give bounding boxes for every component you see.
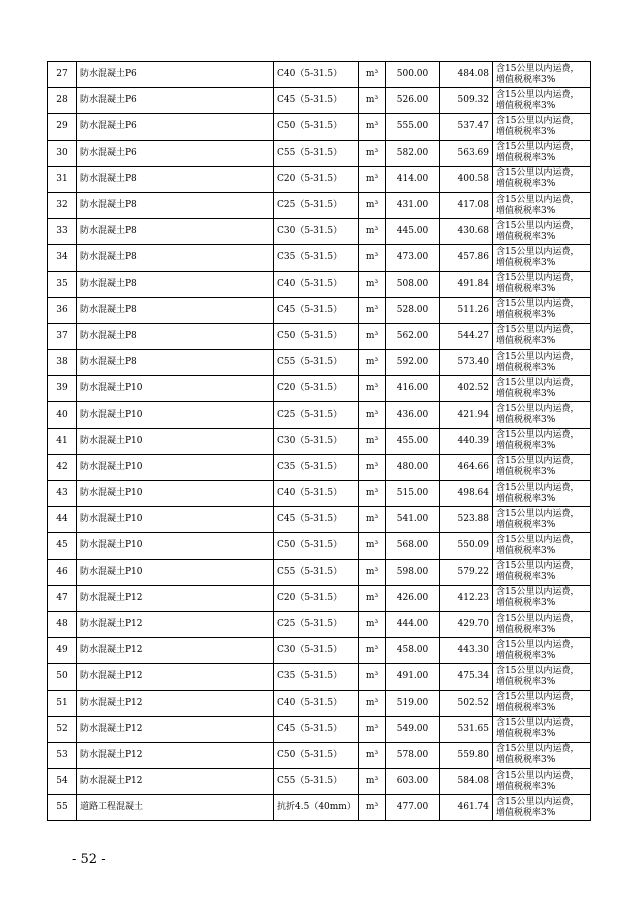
price-without-tax-cell: 417.08 bbox=[440, 192, 493, 218]
material-name-cell: 防水混凝土P12 bbox=[77, 690, 274, 716]
unit-cell: m³ bbox=[359, 350, 386, 376]
remark-line: 增值税税率3% bbox=[496, 284, 556, 295]
unit-cell: m³ bbox=[359, 795, 386, 821]
remark-line: 含15公里以内运费， bbox=[496, 168, 580, 179]
row-number-cell: 51 bbox=[48, 690, 77, 716]
table-row bbox=[48, 88, 591, 114]
table-row bbox=[48, 559, 591, 585]
table-row bbox=[48, 664, 591, 690]
row-number-cell: 38 bbox=[48, 350, 77, 376]
remark-cell bbox=[493, 611, 591, 637]
price-with-tax-cell: 541.00 bbox=[386, 507, 440, 533]
remark-line: 含15公里以内运费， bbox=[496, 613, 580, 624]
row-number-cell: 42 bbox=[48, 454, 77, 480]
remark-line: 增值税税率3% bbox=[496, 362, 556, 373]
price-without-tax-cell: 502.52 bbox=[440, 690, 493, 716]
remark-cell bbox=[493, 114, 591, 140]
material-name-cell: 防水混凝土P8 bbox=[77, 323, 274, 349]
price-without-tax-cell: 461.74 bbox=[440, 795, 493, 821]
remark-cell bbox=[493, 88, 591, 114]
remark-line: 增值税税率3% bbox=[496, 755, 556, 766]
remark-cell bbox=[493, 507, 591, 533]
price-without-tax-cell: 440.39 bbox=[440, 428, 493, 454]
remark-cell bbox=[493, 559, 591, 585]
table-row bbox=[48, 742, 591, 768]
remark-line: 增值税税率3% bbox=[496, 703, 556, 714]
remark-line: 增值税税率3% bbox=[496, 598, 556, 609]
unit-cell: m³ bbox=[359, 219, 386, 245]
remark-cell bbox=[493, 716, 591, 742]
price-with-tax-cell: 473.00 bbox=[386, 245, 440, 271]
row-number-cell: 29 bbox=[48, 114, 77, 140]
unit-cell: m³ bbox=[359, 481, 386, 507]
remark-cell bbox=[493, 454, 591, 480]
remark-line: 含15公里以内运费， bbox=[496, 561, 580, 572]
unit-cell: m³ bbox=[359, 507, 386, 533]
page-number: - 52 - bbox=[72, 852, 106, 867]
price-without-tax-cell: 579.22 bbox=[440, 559, 493, 585]
specification-cell: C40（5-31.5） bbox=[274, 62, 359, 88]
price-with-tax-cell: 445.00 bbox=[386, 219, 440, 245]
row-number-cell: 30 bbox=[48, 140, 77, 166]
price-with-tax-cell: 526.00 bbox=[386, 88, 440, 114]
remark-line: 增值税税率3% bbox=[496, 807, 556, 818]
specification-cell: C50（5-31.5） bbox=[274, 114, 359, 140]
table-body bbox=[48, 62, 591, 821]
remark-line: 含15公里以内运费， bbox=[496, 796, 580, 807]
specification-cell: C55（5-31.5） bbox=[274, 140, 359, 166]
remark-line: 增值税税率3% bbox=[496, 467, 556, 478]
price-without-tax-cell: 584.08 bbox=[440, 769, 493, 795]
specification-cell: C25（5-31.5） bbox=[274, 192, 359, 218]
remark-line: 含15公里以内运费， bbox=[496, 115, 580, 126]
remark-line: 含15公里以内运费， bbox=[496, 194, 580, 205]
price-with-tax-cell: 562.00 bbox=[386, 323, 440, 349]
price-with-tax-cell: 426.00 bbox=[386, 585, 440, 611]
remark-cell bbox=[493, 271, 591, 297]
material-name-cell: 防水混凝土P10 bbox=[77, 533, 274, 559]
material-name-cell: 防水混凝土P8 bbox=[77, 271, 274, 297]
remark-line: 增值税税率3% bbox=[496, 493, 556, 504]
price-without-tax-cell: 491.84 bbox=[440, 271, 493, 297]
material-name-cell: 防水混凝土P10 bbox=[77, 454, 274, 480]
remark-line: 含15公里以内运费， bbox=[496, 377, 580, 388]
table-row bbox=[48, 533, 591, 559]
price-with-tax-cell: 515.00 bbox=[386, 481, 440, 507]
material-name-cell: 防水混凝土P8 bbox=[77, 192, 274, 218]
row-number-cell: 53 bbox=[48, 742, 77, 768]
price-with-tax-cell: 458.00 bbox=[386, 638, 440, 664]
row-number-cell: 28 bbox=[48, 88, 77, 114]
price-without-tax-cell: 400.58 bbox=[440, 166, 493, 192]
specification-cell: C50（5-31.5） bbox=[274, 742, 359, 768]
specification-cell: C30（5-31.5） bbox=[274, 428, 359, 454]
specification-cell: C45（5-31.5） bbox=[274, 88, 359, 114]
price-with-tax-cell: 477.00 bbox=[386, 795, 440, 821]
row-number-cell: 27 bbox=[48, 62, 77, 88]
price-with-tax-cell: 555.00 bbox=[386, 114, 440, 140]
price-with-tax-cell: 568.00 bbox=[386, 533, 440, 559]
table-row bbox=[48, 245, 591, 271]
remark-line: 含15公里以内运费， bbox=[496, 718, 580, 729]
unit-cell: m³ bbox=[359, 664, 386, 690]
unit-cell: m³ bbox=[359, 323, 386, 349]
remark-line: 含15公里以内运费， bbox=[496, 744, 580, 755]
row-number-cell: 52 bbox=[48, 716, 77, 742]
unit-cell: m³ bbox=[359, 428, 386, 454]
row-number-cell: 34 bbox=[48, 245, 77, 271]
table-row bbox=[48, 638, 591, 664]
price-without-tax-cell: 402.52 bbox=[440, 376, 493, 402]
unit-cell: m³ bbox=[359, 611, 386, 637]
table-row bbox=[48, 507, 591, 533]
row-number-cell: 54 bbox=[48, 769, 77, 795]
unit-cell: m³ bbox=[359, 114, 386, 140]
remark-cell bbox=[493, 166, 591, 192]
unit-cell: m³ bbox=[359, 454, 386, 480]
unit-cell: m³ bbox=[359, 166, 386, 192]
material-name-cell: 防水混凝土P12 bbox=[77, 716, 274, 742]
row-number-cell: 44 bbox=[48, 507, 77, 533]
row-number-cell: 48 bbox=[48, 611, 77, 637]
remark-line: 含15公里以内运费， bbox=[496, 220, 580, 231]
remark-cell bbox=[493, 402, 591, 428]
remark-line: 含15公里以内运费， bbox=[496, 639, 580, 650]
price-without-tax-cell: 412.23 bbox=[440, 585, 493, 611]
unit-cell: m³ bbox=[359, 638, 386, 664]
price-without-tax-cell: 421.94 bbox=[440, 402, 493, 428]
table-row bbox=[48, 481, 591, 507]
remark-line: 增值税税率3% bbox=[496, 415, 556, 426]
remark-cell bbox=[493, 376, 591, 402]
price-with-tax-cell: 444.00 bbox=[386, 611, 440, 637]
remark-line: 含15公里以内运费， bbox=[496, 770, 580, 781]
remark-line: 增值税税率3% bbox=[496, 781, 556, 792]
table-row bbox=[48, 350, 591, 376]
remark-cell bbox=[493, 742, 591, 768]
material-name-cell: 防水混凝土P8 bbox=[77, 245, 274, 271]
remark-cell bbox=[493, 638, 591, 664]
material-name-cell: 防水混凝土P10 bbox=[77, 376, 274, 402]
price-without-tax-cell: 544.27 bbox=[440, 323, 493, 349]
table-row bbox=[48, 454, 591, 480]
price-with-tax-cell: 592.00 bbox=[386, 350, 440, 376]
material-name-cell: 防水混凝土P6 bbox=[77, 88, 274, 114]
unit-cell: m³ bbox=[359, 140, 386, 166]
specification-cell: C40（5-31.5） bbox=[274, 481, 359, 507]
row-number-cell: 31 bbox=[48, 166, 77, 192]
price-with-tax-cell: 414.00 bbox=[386, 166, 440, 192]
price-with-tax-cell: 431.00 bbox=[386, 192, 440, 218]
material-name-cell: 防水混凝土P12 bbox=[77, 664, 274, 690]
remark-line: 增值税税率3% bbox=[496, 310, 556, 321]
remark-line: 增值税税率3% bbox=[496, 231, 556, 242]
material-name-cell: 防水混凝土P10 bbox=[77, 507, 274, 533]
remark-line: 增值税税率3% bbox=[496, 126, 556, 137]
remark-cell bbox=[493, 219, 591, 245]
unit-cell: m³ bbox=[359, 585, 386, 611]
remark-line: 含15公里以内运费， bbox=[496, 246, 580, 257]
remark-line: 含15公里以内运费， bbox=[496, 665, 580, 676]
remark-line: 增值税税率3% bbox=[496, 650, 556, 661]
remark-line: 含15公里以内运费， bbox=[496, 142, 580, 153]
price-without-tax-cell: 498.64 bbox=[440, 481, 493, 507]
price-with-tax-cell: 480.00 bbox=[386, 454, 440, 480]
row-number-cell: 43 bbox=[48, 481, 77, 507]
remark-line: 含15公里以内运费， bbox=[496, 299, 580, 310]
table-row bbox=[48, 62, 591, 88]
price-without-tax-cell: 430.68 bbox=[440, 219, 493, 245]
unit-cell: m³ bbox=[359, 769, 386, 795]
specification-cell: 抗折4.5（40mm） bbox=[274, 795, 359, 821]
remark-line: 含15公里以内运费， bbox=[496, 456, 580, 467]
specification-cell: C35（5-31.5） bbox=[274, 664, 359, 690]
table-row bbox=[48, 114, 591, 140]
unit-cell: m³ bbox=[359, 62, 386, 88]
price-without-tax-cell: 550.09 bbox=[440, 533, 493, 559]
remark-cell bbox=[493, 690, 591, 716]
table-row bbox=[48, 219, 591, 245]
remark-line: 增值税税率3% bbox=[496, 388, 556, 399]
table-row bbox=[48, 585, 591, 611]
price-with-tax-cell: 436.00 bbox=[386, 402, 440, 428]
price-without-tax-cell: 443.30 bbox=[440, 638, 493, 664]
table-row bbox=[48, 297, 591, 323]
specification-cell: C20（5-31.5） bbox=[274, 166, 359, 192]
specification-cell: C40（5-31.5） bbox=[274, 271, 359, 297]
remark-line: 含15公里以内运费， bbox=[496, 63, 580, 74]
row-number-cell: 49 bbox=[48, 638, 77, 664]
remark-line: 增值税税率3% bbox=[496, 624, 556, 635]
price-without-tax-cell: 523.88 bbox=[440, 507, 493, 533]
remark-line: 增值税税率3% bbox=[496, 572, 556, 583]
table-row bbox=[48, 428, 591, 454]
remark-line: 增值税税率3% bbox=[496, 74, 556, 85]
specification-cell: C20（5-31.5） bbox=[274, 376, 359, 402]
price-without-tax-cell: 559.80 bbox=[440, 742, 493, 768]
table-row bbox=[48, 166, 591, 192]
unit-cell: m³ bbox=[359, 533, 386, 559]
specification-cell: C35（5-31.5） bbox=[274, 245, 359, 271]
remark-cell bbox=[493, 297, 591, 323]
price-with-tax-cell: 508.00 bbox=[386, 271, 440, 297]
remark-line: 含15公里以内运费， bbox=[496, 534, 580, 545]
price-with-tax-cell: 582.00 bbox=[386, 140, 440, 166]
remark-line: 含15公里以内运费， bbox=[496, 587, 580, 598]
row-number-cell: 45 bbox=[48, 533, 77, 559]
table-row bbox=[48, 323, 591, 349]
remark-line: 增值税税率3% bbox=[496, 336, 556, 347]
price-with-tax-cell: 603.00 bbox=[386, 769, 440, 795]
specification-cell: C30（5-31.5） bbox=[274, 638, 359, 664]
unit-cell: m³ bbox=[359, 245, 386, 271]
remark-line: 含15公里以内运费， bbox=[496, 351, 580, 362]
remark-line: 含15公里以内运费， bbox=[496, 692, 580, 703]
specification-cell: C55（5-31.5） bbox=[274, 769, 359, 795]
remark-cell bbox=[493, 769, 591, 795]
specification-cell: C30（5-31.5） bbox=[274, 219, 359, 245]
remark-line: 增值税税率3% bbox=[496, 205, 556, 216]
material-name-cell: 防水混凝土P8 bbox=[77, 297, 274, 323]
specification-cell: C35（5-31.5） bbox=[274, 454, 359, 480]
remark-line: 含15公里以内运费， bbox=[496, 508, 580, 519]
remark-cell bbox=[493, 664, 591, 690]
unit-cell: m³ bbox=[359, 402, 386, 428]
specification-cell: C20（5-31.5） bbox=[274, 585, 359, 611]
material-name-cell: 防水混凝土P10 bbox=[77, 559, 274, 585]
material-name-cell: 防水混凝土P8 bbox=[77, 350, 274, 376]
unit-cell: m³ bbox=[359, 559, 386, 585]
row-number-cell: 40 bbox=[48, 402, 77, 428]
table-row bbox=[48, 611, 591, 637]
remark-cell bbox=[493, 428, 591, 454]
remark-line: 增值税税率3% bbox=[496, 519, 556, 530]
remark-line: 增值税税率3% bbox=[496, 153, 556, 164]
unit-cell: m³ bbox=[359, 271, 386, 297]
row-number-cell: 33 bbox=[48, 219, 77, 245]
remark-line: 含15公里以内运费， bbox=[496, 325, 580, 336]
remark-cell bbox=[493, 140, 591, 166]
specification-cell: C45（5-31.5） bbox=[274, 297, 359, 323]
material-name-cell: 防水混凝土P8 bbox=[77, 219, 274, 245]
price-with-tax-cell: 578.00 bbox=[386, 742, 440, 768]
price-with-tax-cell: 491.00 bbox=[386, 664, 440, 690]
price-without-tax-cell: 531.65 bbox=[440, 716, 493, 742]
material-name-cell: 防水混凝土P10 bbox=[77, 402, 274, 428]
material-name-cell: 防水混凝土P12 bbox=[77, 638, 274, 664]
remark-line: 含15公里以内运费， bbox=[496, 404, 580, 415]
specification-cell: C25（5-31.5） bbox=[274, 402, 359, 428]
remark-cell bbox=[493, 481, 591, 507]
price-without-tax-cell: 509.32 bbox=[440, 88, 493, 114]
price-with-tax-cell: 519.00 bbox=[386, 690, 440, 716]
remark-cell bbox=[493, 323, 591, 349]
table-row bbox=[48, 376, 591, 402]
row-number-cell: 55 bbox=[48, 795, 77, 821]
material-name-cell: 防水混凝土P6 bbox=[77, 114, 274, 140]
unit-cell: m³ bbox=[359, 742, 386, 768]
row-number-cell: 50 bbox=[48, 664, 77, 690]
table-row bbox=[48, 716, 591, 742]
table-row bbox=[48, 271, 591, 297]
table-row bbox=[48, 192, 591, 218]
table-row bbox=[48, 795, 591, 821]
remark-line: 增值税税率3% bbox=[496, 729, 556, 740]
material-name-cell: 防水混凝土P8 bbox=[77, 166, 274, 192]
row-number-cell: 41 bbox=[48, 428, 77, 454]
unit-cell: m³ bbox=[359, 192, 386, 218]
price-without-tax-cell: 475.34 bbox=[440, 664, 493, 690]
row-number-cell: 46 bbox=[48, 559, 77, 585]
remark-cell bbox=[493, 533, 591, 559]
material-name-cell: 防水混凝土P12 bbox=[77, 769, 274, 795]
remark-cell bbox=[493, 795, 591, 821]
specification-cell: C45（5-31.5） bbox=[274, 716, 359, 742]
price-with-tax-cell: 500.00 bbox=[386, 62, 440, 88]
table-row bbox=[48, 769, 591, 795]
price-without-tax-cell: 464.66 bbox=[440, 454, 493, 480]
price-table bbox=[47, 61, 591, 821]
price-with-tax-cell: 528.00 bbox=[386, 297, 440, 323]
specification-cell: C55（5-31.5） bbox=[274, 559, 359, 585]
remark-cell bbox=[493, 245, 591, 271]
material-name-cell: 防水混凝土P12 bbox=[77, 611, 274, 637]
row-number-cell: 39 bbox=[48, 376, 77, 402]
price-without-tax-cell: 429.70 bbox=[440, 611, 493, 637]
material-name-cell: 防水混凝土P10 bbox=[77, 428, 274, 454]
price-without-tax-cell: 457.86 bbox=[440, 245, 493, 271]
price-without-tax-cell: 511.26 bbox=[440, 297, 493, 323]
table-row bbox=[48, 402, 591, 428]
specification-cell: C25（5-31.5） bbox=[274, 611, 359, 637]
remark-line: 增值税税率3% bbox=[496, 545, 556, 556]
row-number-cell: 47 bbox=[48, 585, 77, 611]
price-without-tax-cell: 537.47 bbox=[440, 114, 493, 140]
unit-cell: m³ bbox=[359, 88, 386, 114]
remark-line: 增值税税率3% bbox=[496, 676, 556, 687]
remark-line: 含15公里以内运费， bbox=[496, 89, 580, 100]
remark-line: 含15公里以内运费， bbox=[496, 273, 580, 284]
remark-line: 增值税税率3% bbox=[496, 441, 556, 452]
price-without-tax-cell: 573.40 bbox=[440, 350, 493, 376]
row-number-cell: 36 bbox=[48, 297, 77, 323]
price-with-tax-cell: 416.00 bbox=[386, 376, 440, 402]
specification-cell: C50（5-31.5） bbox=[274, 323, 359, 349]
specification-cell: C55（5-31.5） bbox=[274, 350, 359, 376]
material-name-cell: 防水混凝土P12 bbox=[77, 742, 274, 768]
row-number-cell: 37 bbox=[48, 323, 77, 349]
material-name-cell: 道路工程混凝土 bbox=[77, 795, 274, 821]
unit-cell: m³ bbox=[359, 297, 386, 323]
price-without-tax-cell: 484.08 bbox=[440, 62, 493, 88]
row-number-cell: 32 bbox=[48, 192, 77, 218]
material-name-cell: 防水混凝土P12 bbox=[77, 585, 274, 611]
remark-line: 增值税税率3% bbox=[496, 257, 556, 268]
price-with-tax-cell: 598.00 bbox=[386, 559, 440, 585]
remark-cell bbox=[493, 192, 591, 218]
unit-cell: m³ bbox=[359, 716, 386, 742]
price-with-tax-cell: 455.00 bbox=[386, 428, 440, 454]
table-row bbox=[48, 690, 591, 716]
specification-cell: C50（5-31.5） bbox=[274, 533, 359, 559]
price-without-tax-cell: 563.69 bbox=[440, 140, 493, 166]
remark-cell bbox=[493, 350, 591, 376]
remark-line: 增值税税率3% bbox=[496, 100, 556, 111]
material-name-cell: 防水混凝土P6 bbox=[77, 140, 274, 166]
unit-cell: m³ bbox=[359, 376, 386, 402]
specification-cell: C40（5-31.5） bbox=[274, 690, 359, 716]
price-with-tax-cell: 549.00 bbox=[386, 716, 440, 742]
remark-cell bbox=[493, 62, 591, 88]
remark-line: 含15公里以内运费， bbox=[496, 482, 580, 493]
remark-line: 含15公里以内运费， bbox=[496, 430, 580, 441]
unit-cell: m³ bbox=[359, 690, 386, 716]
material-name-cell: 防水混凝土P10 bbox=[77, 481, 274, 507]
material-name-cell: 防水混凝土P6 bbox=[77, 62, 274, 88]
specification-cell: C45（5-31.5） bbox=[274, 507, 359, 533]
remark-cell bbox=[493, 585, 591, 611]
row-number-cell: 35 bbox=[48, 271, 77, 297]
remark-line: 增值税税率3% bbox=[496, 179, 556, 190]
table-row bbox=[48, 140, 591, 166]
